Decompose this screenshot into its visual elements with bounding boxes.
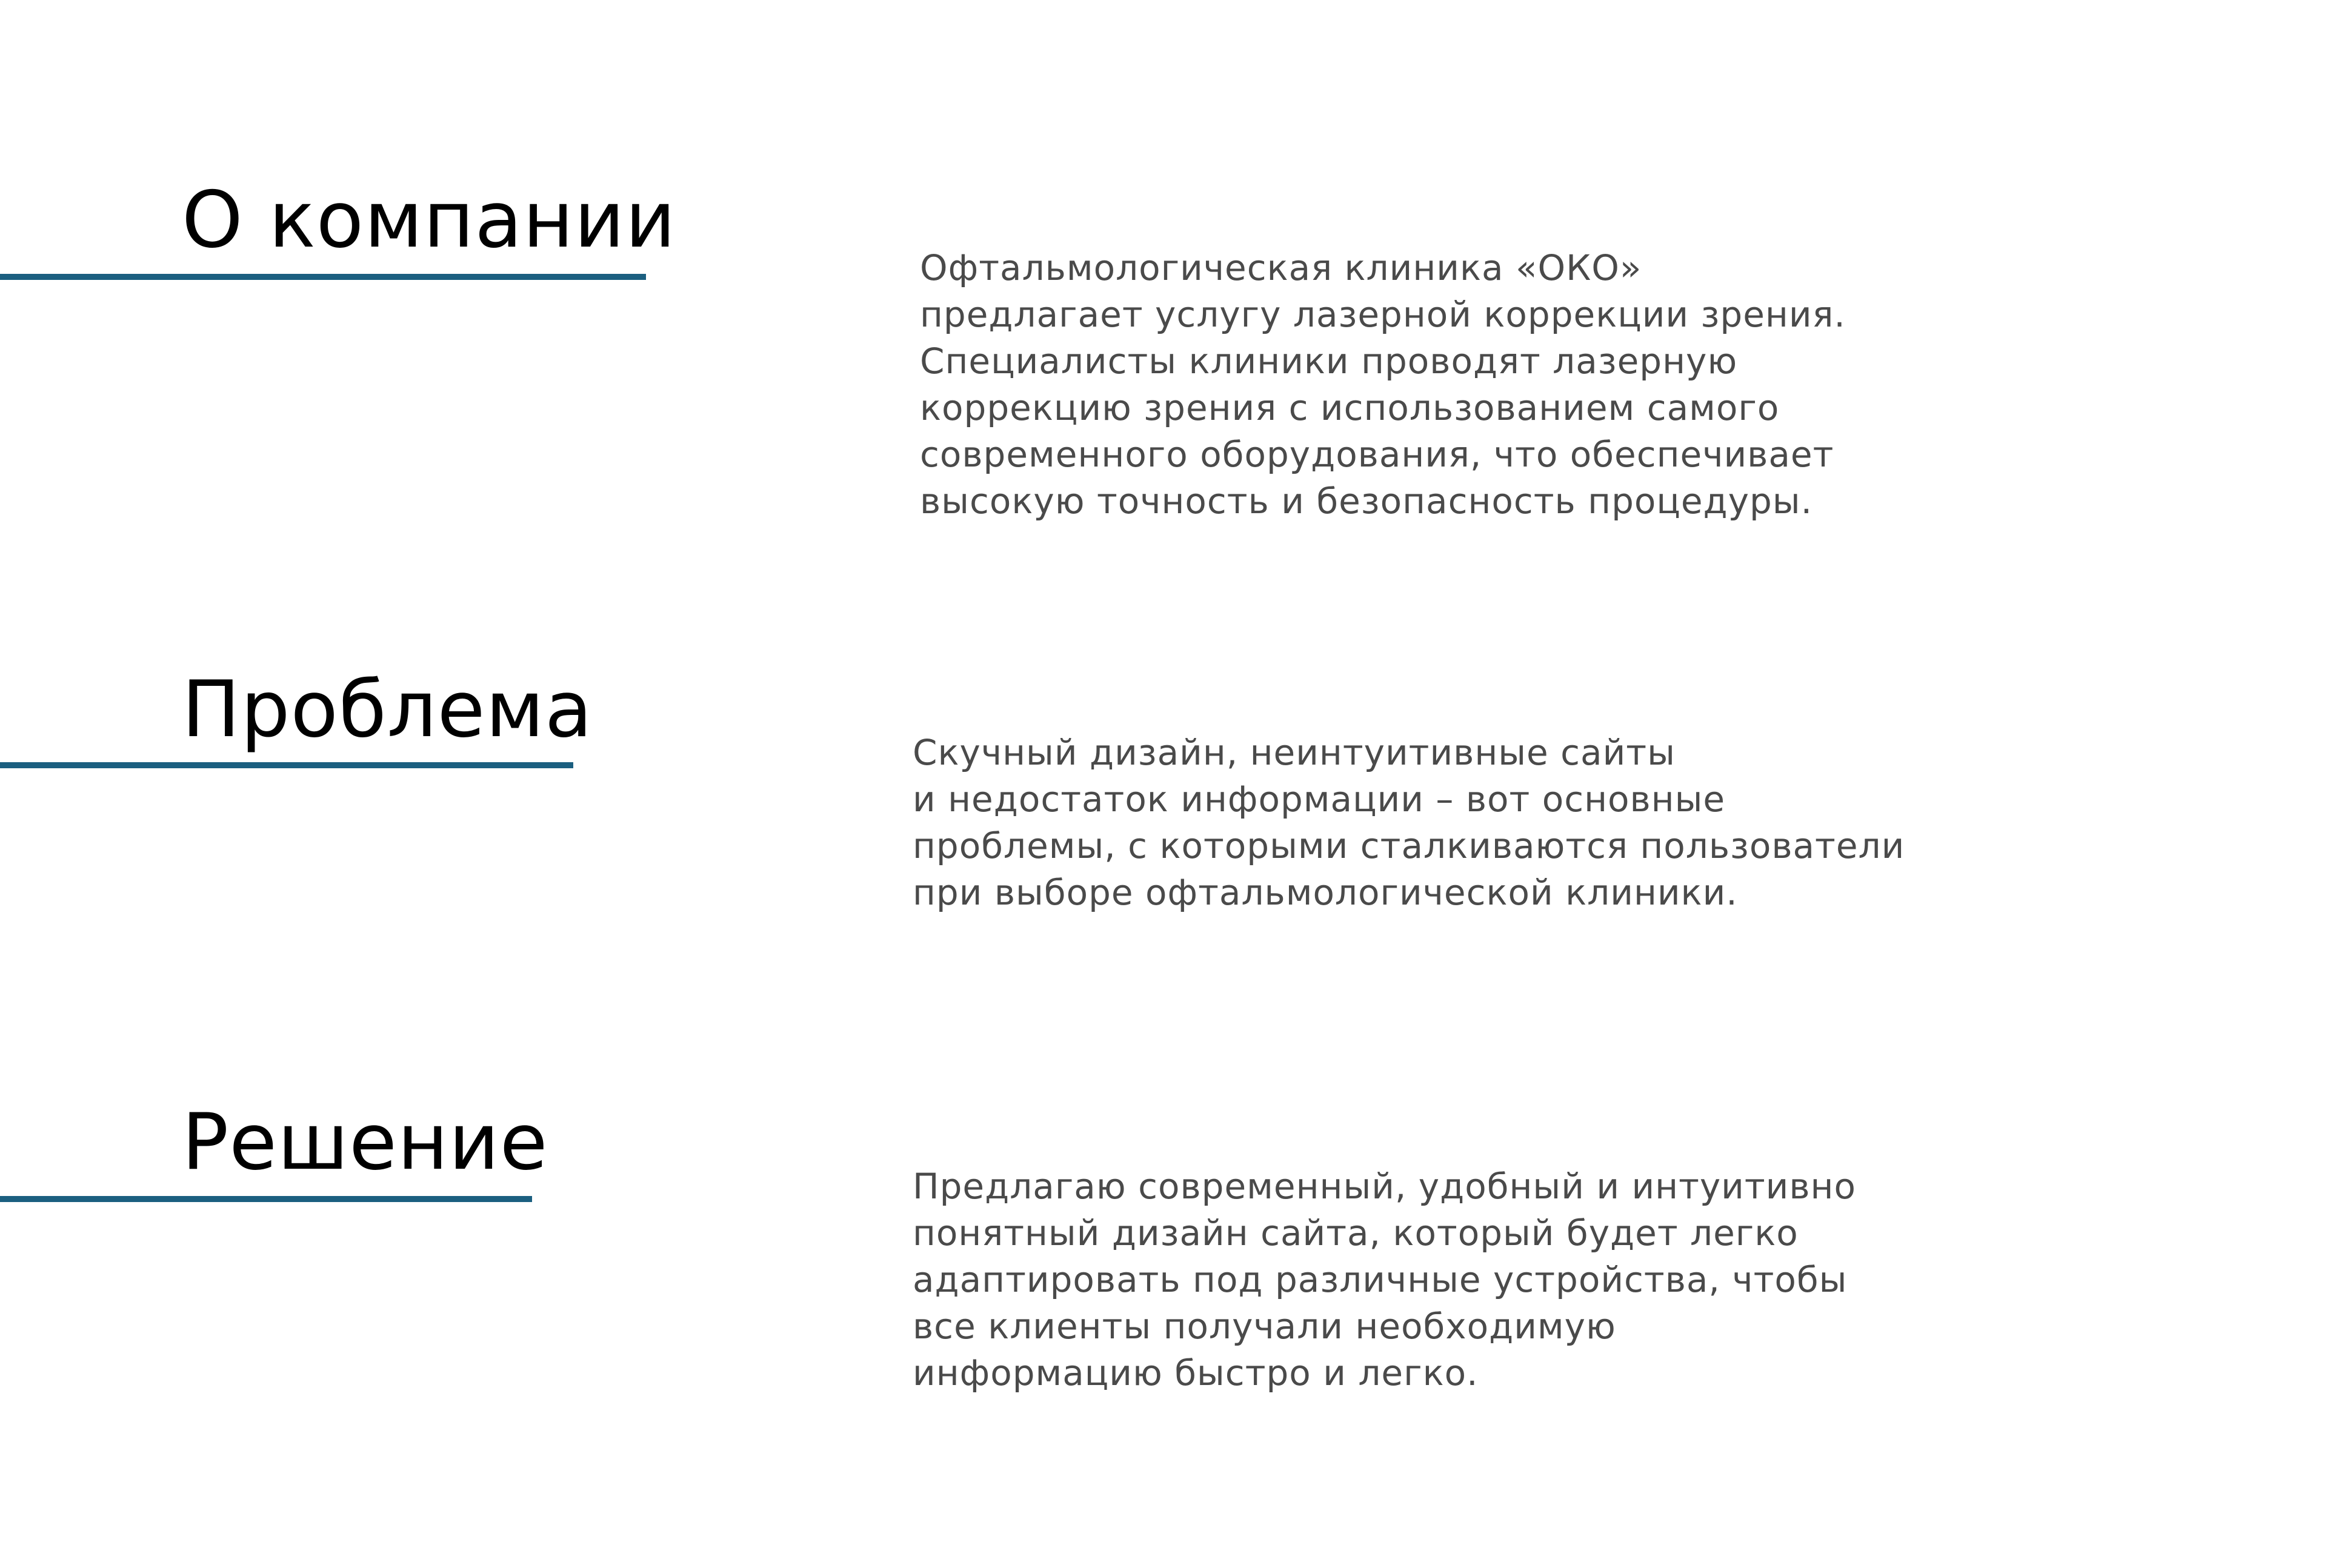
problem-description-line: при выборе офтальмологической клиники. xyxy=(913,872,1738,913)
problem-heading-underline xyxy=(0,762,573,768)
about-description-line: Специалисты клиники проводят лазерную xyxy=(920,341,1738,382)
problem-heading: Проблема xyxy=(182,665,593,755)
about-description-line: высокую точность и безопасность процедуры. xyxy=(920,480,1813,522)
problem-description-line: и недостаток информации – вот основные xyxy=(913,779,1726,820)
solution-description-line: понятный дизайн сайта, который будет легко xyxy=(913,1212,1799,1254)
about-description-line: современного оборудования, что обеспечивает xyxy=(920,434,1834,475)
solution-heading: Решение xyxy=(182,1097,548,1188)
about-description-line: Офтальмологическая клиника «ОКО» xyxy=(920,247,1642,288)
about-heading-underline xyxy=(0,274,646,280)
about-heading: О компании xyxy=(182,175,676,265)
problem-description-line: проблемы, с которыми сталкиваются пользователи xyxy=(913,825,1905,866)
solution-description-line: все клиенты получали необходимую xyxy=(913,1306,1616,1347)
solution-description-line: Предлагаю современный, удобный и интуитивно xyxy=(913,1166,1856,1207)
about-description xyxy=(920,245,1846,525)
problem-description xyxy=(913,729,1905,916)
problem-description-line: Скучный дизайн, неинтуитивные сайты xyxy=(913,732,1676,773)
solution-heading-underline xyxy=(0,1196,532,1202)
solution-description-line: информацию быстро и легко. xyxy=(913,1352,1479,1394)
solution-description-line: адаптировать под различные устройства, чтобы xyxy=(913,1259,1848,1300)
about-description-line: коррекцию зрения с использованием самого xyxy=(920,387,1780,428)
about-description-line: предлагает услугу лазерной коррекции зрения. xyxy=(920,294,1846,335)
solution-description xyxy=(913,1163,1856,1397)
